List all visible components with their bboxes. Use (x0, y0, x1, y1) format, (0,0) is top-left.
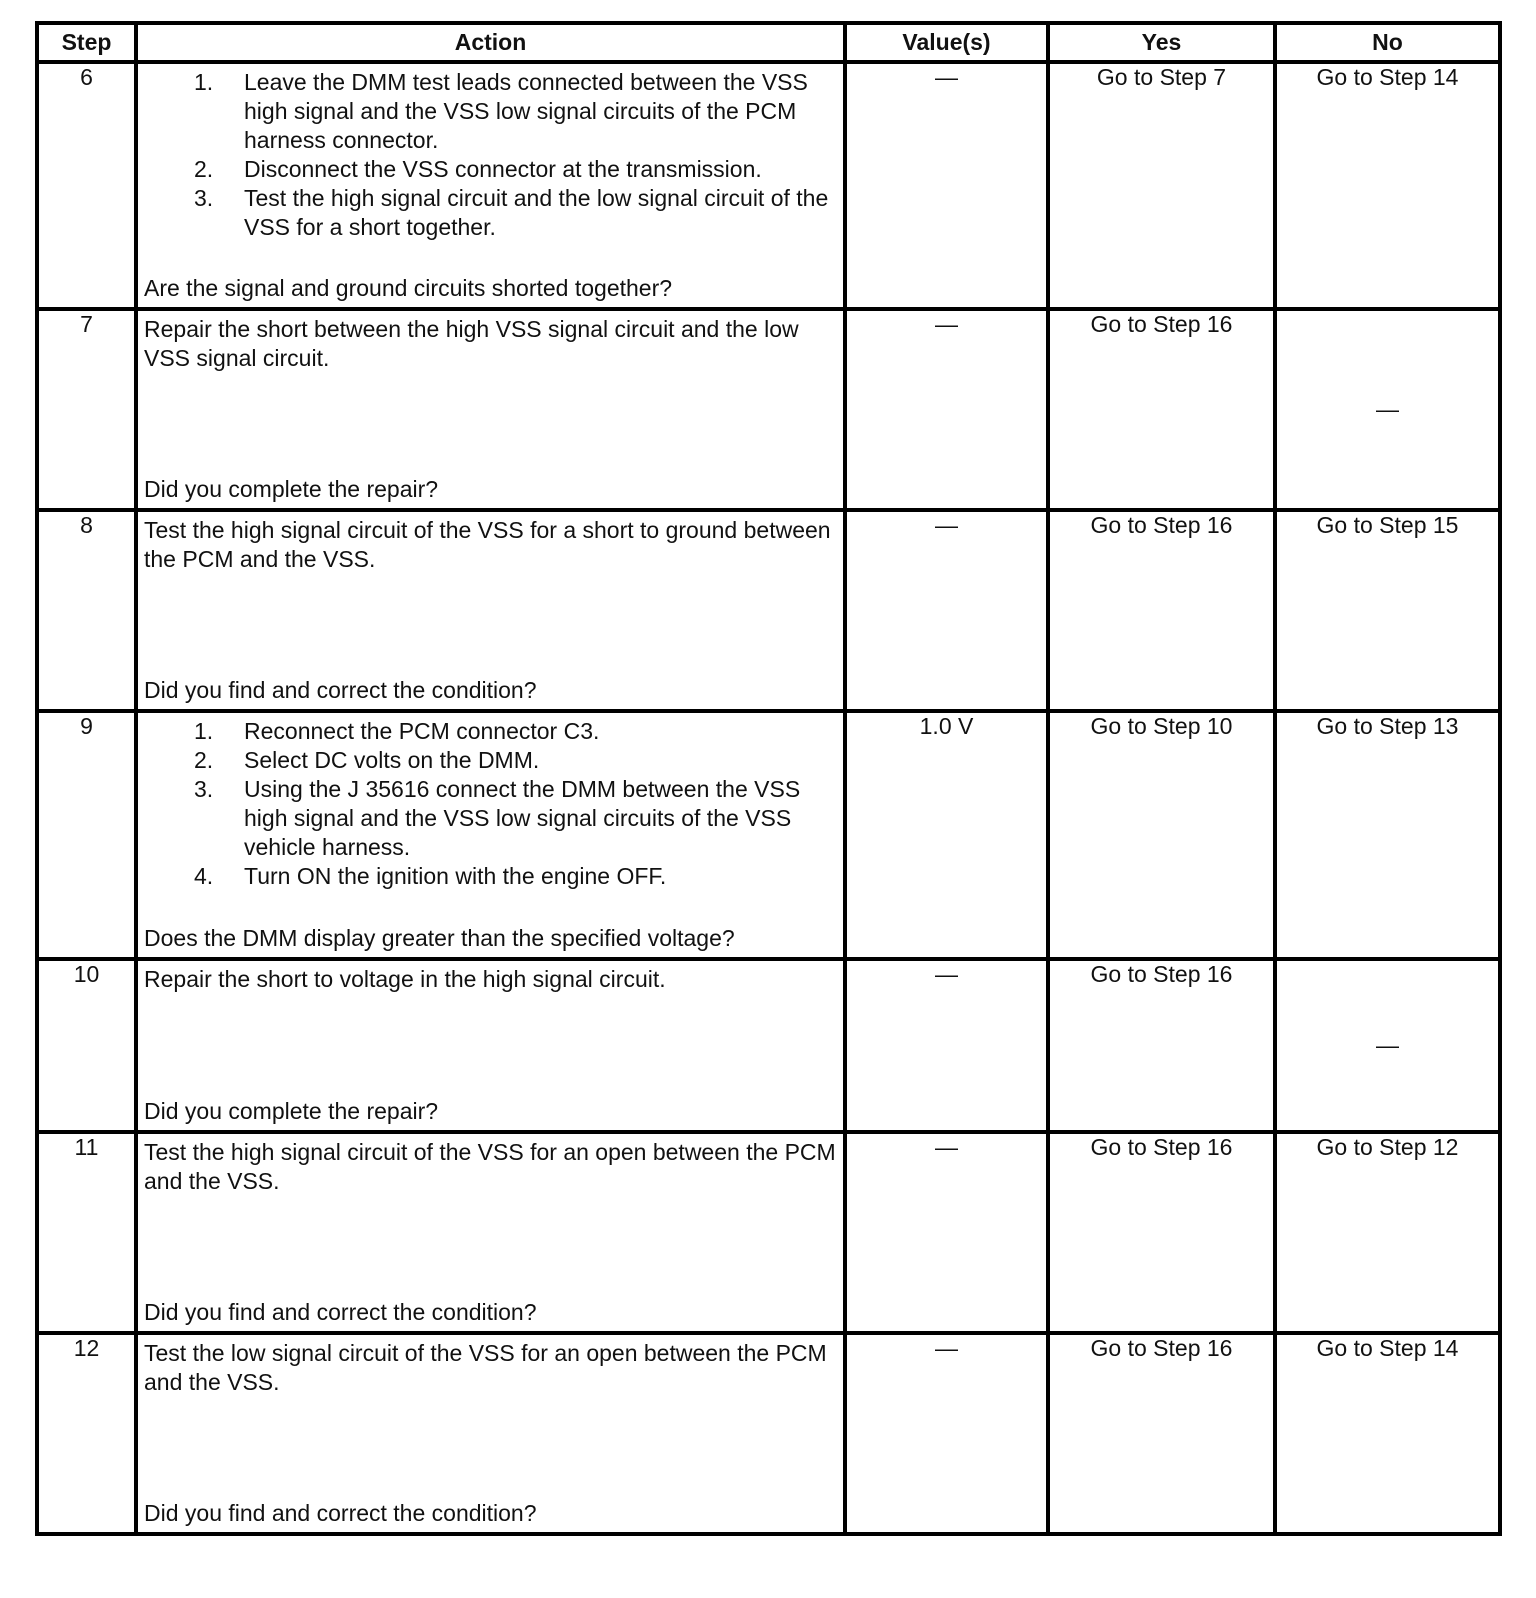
diagnostic-table (35, 21, 1502, 1536)
no-cell: — (1275, 309, 1500, 510)
action-instruction: Repair the short to voltage in the high signal circuit. (144, 966, 666, 992)
step-number: 10 (37, 959, 136, 1132)
table-row (37, 309, 1500, 510)
action-step-number: 3. (194, 185, 214, 211)
action-step-number: 2. (194, 747, 214, 773)
table-row (37, 959, 1500, 1132)
action-question: Does the DMM display greater than the specified voltage? (144, 925, 735, 951)
action-question: Did you find and correct the condition? (144, 677, 537, 703)
action-step-item (144, 68, 837, 155)
yes-cell: Go to Step 16 (1048, 510, 1275, 711)
header-row (37, 23, 1500, 62)
no-cell: Go to Step 14 (1275, 62, 1500, 309)
action-step-number: 2. (194, 156, 214, 182)
table-row (37, 62, 1500, 309)
action-step-text: Turn ON the ignition with the engine OFF. (244, 863, 667, 889)
header-values: Value(s) (845, 23, 1048, 62)
value-cell: — (845, 959, 1048, 1132)
value-cell: — (845, 62, 1048, 309)
action-cell (136, 62, 845, 309)
action-instruction: Repair the short between the high VSS signal circuit and the low VSS signal circuit. (144, 316, 799, 371)
action-step-text: Test the high signal circuit and the low signal circuit of the VSS for a short together. (244, 185, 829, 240)
step-number: 6 (37, 62, 136, 309)
step-number: 8 (37, 510, 136, 711)
yes-cell: Go to Step 16 (1048, 1132, 1275, 1333)
action-question: Did you find and correct the condition? (144, 1299, 537, 1325)
header-yes: Yes (1048, 23, 1275, 62)
header-step: Step (37, 23, 136, 62)
header-action: Action (136, 23, 845, 62)
step-number: 7 (37, 309, 136, 510)
action-step-text: Using the J 35616 connect the DMM between the VSS high signal and the VSS low signal circuits of the VSS vehicle harness. (244, 776, 801, 860)
action-step-text: Select DC volts on the DMM. (244, 747, 540, 773)
value-cell: 1.0 V (845, 711, 1048, 959)
action-question: Did you complete the repair? (144, 476, 439, 502)
table-row (37, 711, 1500, 959)
action-cell (136, 1333, 845, 1534)
value-cell: — (845, 1132, 1048, 1333)
action-step-item (144, 862, 837, 891)
action-question: Are the signal and ground circuits shorted together? (144, 275, 673, 301)
action-cell (136, 959, 845, 1132)
action-instruction: Test the low signal circuit of the VSS for an open between the PCM and the VSS. (144, 1340, 827, 1395)
action-cell (136, 309, 845, 510)
action-question: Did you complete the repair? (144, 1098, 439, 1124)
action-step-item (144, 717, 837, 746)
no-cell: Go to Step 12 (1275, 1132, 1500, 1333)
action-step-number: 3. (194, 776, 214, 802)
table-row (37, 510, 1500, 711)
action-steps-list (144, 717, 837, 891)
action-step-text: Disconnect the VSS connector at the transmission. (244, 156, 762, 182)
yes-cell: Go to Step 16 (1048, 1333, 1275, 1534)
value-cell: — (845, 1333, 1048, 1534)
no-cell: Go to Step 13 (1275, 711, 1500, 959)
value-cell: — (845, 309, 1048, 510)
step-number: 9 (37, 711, 136, 959)
yes-cell: Go to Step 16 (1048, 309, 1275, 510)
action-cell (136, 1132, 845, 1333)
step-number: 11 (37, 1132, 136, 1333)
action-step-item (144, 155, 837, 184)
table-row (37, 1132, 1500, 1333)
table-row (37, 1333, 1500, 1534)
no-cell: — (1275, 959, 1500, 1132)
step-number: 12 (37, 1333, 136, 1534)
value-cell: — (845, 510, 1048, 711)
action-step-text: Reconnect the PCM connector C3. (244, 718, 600, 744)
no-cell: Go to Step 14 (1275, 1333, 1500, 1534)
action-instruction: Test the high signal circuit of the VSS for an open between the PCM and the VSS. (144, 1139, 836, 1194)
action-cell (136, 510, 845, 711)
action-step-item (144, 184, 837, 242)
action-instruction: Test the high signal circuit of the VSS for a short to ground between the PCM and the VSS. (144, 517, 831, 572)
header-no: No (1275, 23, 1500, 62)
action-step-number: 1. (194, 69, 214, 95)
yes-cell: Go to Step 10 (1048, 711, 1275, 959)
action-cell (136, 711, 845, 959)
action-step-text: Leave the DMM test leads connected between the VSS high signal and the VSS low signal circuits of the PCM harness connector. (244, 69, 808, 153)
yes-cell: Go to Step 16 (1048, 959, 1275, 1132)
action-step-number: 4. (194, 863, 214, 889)
action-question: Did you find and correct the condition? (144, 1500, 537, 1526)
action-steps-list (144, 68, 837, 242)
action-step-item (144, 775, 837, 862)
no-cell: Go to Step 15 (1275, 510, 1500, 711)
action-step-number: 1. (194, 718, 214, 744)
yes-cell: Go to Step 7 (1048, 62, 1275, 309)
action-step-item (144, 746, 837, 775)
